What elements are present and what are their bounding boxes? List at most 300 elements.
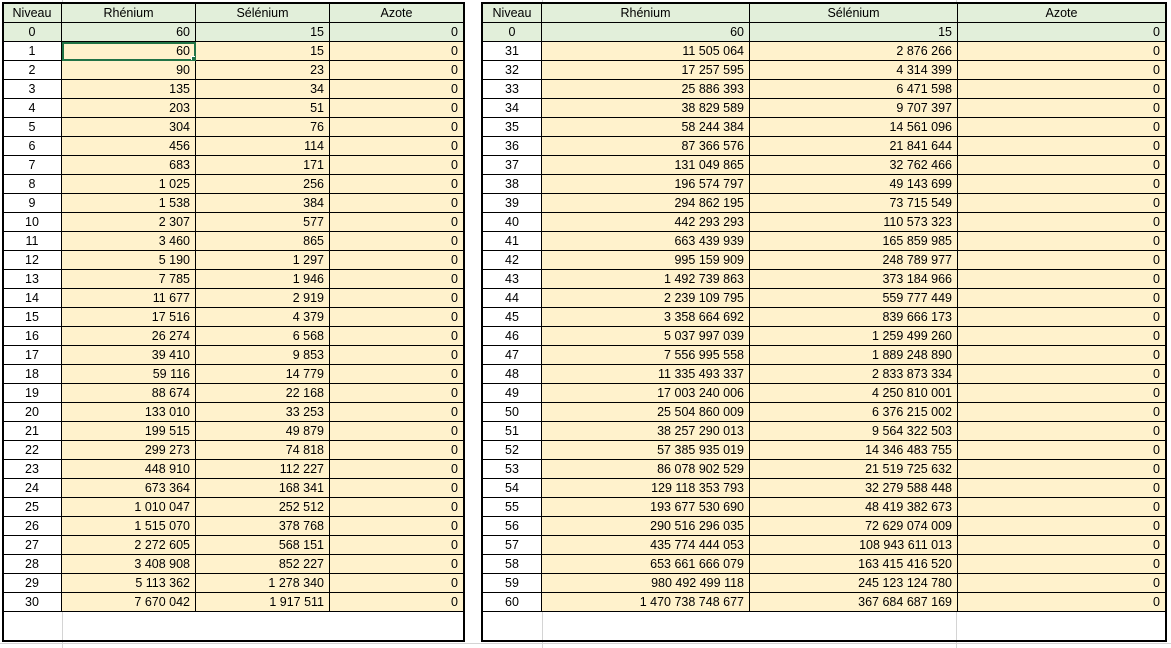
selenium-cell[interactable]: 112 227	[196, 460, 330, 479]
azote-cell[interactable]: 0	[330, 555, 464, 574]
niveau-cell[interactable]: 32	[483, 61, 542, 80]
niveau-cell[interactable]: 15	[3, 308, 62, 327]
selenium-cell[interactable]: 6 376 215 002	[750, 403, 958, 422]
rhenium-cell[interactable]: 11 677	[62, 289, 196, 308]
table-row	[3, 99, 464, 118]
rhenium-cell[interactable]: 663 439 939	[542, 232, 750, 251]
azote-cell[interactable]: 0	[330, 175, 464, 194]
niveau-cell[interactable]: 44	[483, 289, 542, 308]
azote-cell[interactable]: 0	[958, 422, 1166, 441]
selenium-cell[interactable]: 865	[196, 232, 330, 251]
table-row	[3, 460, 464, 479]
selenium-cell[interactable]: 48 419 382 673	[750, 498, 958, 517]
niveau-cell[interactable]: 38	[483, 175, 542, 194]
selenium-cell[interactable]: 1 259 499 260	[750, 327, 958, 346]
table-row	[483, 289, 1166, 308]
selenium-cell[interactable]: 1 917 511	[196, 593, 330, 612]
selected-cell[interactable]: 60	[62, 42, 196, 61]
selenium-cell[interactable]: 49 879	[196, 422, 330, 441]
table-row	[483, 479, 1166, 498]
selenium-cell[interactable]: 839 666 173	[750, 308, 958, 327]
selenium-cell[interactable]: 14 779	[196, 365, 330, 384]
table-row	[3, 327, 464, 346]
niveau-cell[interactable]: 47	[483, 346, 542, 365]
table-row	[3, 156, 464, 175]
selenium-cell[interactable]: 9 564 322 503	[750, 422, 958, 441]
rhenium-cell[interactable]: 196 574 797	[542, 175, 750, 194]
selenium-cell[interactable]: 73 715 549	[750, 194, 958, 213]
azote-cell[interactable]: 0	[958, 593, 1166, 612]
niveau-cell[interactable]: 45	[483, 308, 542, 327]
azote-cell[interactable]: 0	[330, 156, 464, 175]
azote-cell[interactable]: 0	[958, 479, 1166, 498]
rhenium-cell[interactable]: 5 190	[62, 251, 196, 270]
rhenium-cell[interactable]: 7 785	[62, 270, 196, 289]
table-row	[483, 346, 1166, 365]
selenium-cell[interactable]: 49 143 699	[750, 175, 958, 194]
rhenium-cell[interactable]: 25 504 860 009	[542, 403, 750, 422]
niveau-cell[interactable]: 43	[483, 270, 542, 289]
azote-cell[interactable]: 0	[330, 80, 464, 99]
selenium-cell[interactable]: 378 768	[196, 517, 330, 536]
fill-handle[interactable]	[191, 56, 196, 61]
table-row	[3, 61, 464, 80]
rhenium-cell[interactable]: 3 460	[62, 232, 196, 251]
selenium-cell[interactable]: 15	[196, 23, 330, 42]
niveau-cell[interactable]: 24	[3, 479, 62, 498]
right-table	[482, 3, 1166, 612]
niveau-cell[interactable]: 31	[483, 42, 542, 61]
niveau-cell[interactable]: 23	[3, 460, 62, 479]
selenium-cell[interactable]: 2 833 873 334	[750, 365, 958, 384]
rhenium-cell[interactable]: 3 408 908	[62, 555, 196, 574]
niveau-cell[interactable]: 0	[483, 23, 542, 42]
azote-cell[interactable]: 0	[330, 593, 464, 612]
selenium-cell[interactable]: 163 415 416 520	[750, 555, 958, 574]
selenium-cell[interactable]: 4 379	[196, 308, 330, 327]
selenium-cell[interactable]: 245 123 124 780	[750, 574, 958, 593]
table-row	[483, 23, 1166, 42]
azote-cell[interactable]: 0	[958, 156, 1166, 175]
azote-cell[interactable]: 0	[330, 308, 464, 327]
header-azote[interactable]: Azote	[330, 4, 464, 23]
azote-cell[interactable]: 0	[330, 232, 464, 251]
selenium-cell[interactable]: 559 777 449	[750, 289, 958, 308]
rhenium-cell[interactable]: 5 037 997 039	[542, 327, 750, 346]
header-niveau[interactable]: Niveau	[483, 4, 542, 23]
azote-cell[interactable]: 0	[958, 23, 1166, 42]
table-row	[3, 441, 464, 460]
niveau-cell[interactable]: 11	[3, 232, 62, 251]
selenium-cell[interactable]: 1 946	[196, 270, 330, 289]
niveau-cell[interactable]: 29	[3, 574, 62, 593]
header-selenium[interactable]: Sélénium	[750, 4, 958, 23]
rhenium-cell[interactable]: 653 661 666 079	[542, 555, 750, 574]
table-row	[3, 289, 464, 308]
niveau-cell[interactable]: 21	[3, 422, 62, 441]
niveau-cell[interactable]: 20	[3, 403, 62, 422]
azote-cell[interactable]: 0	[330, 403, 464, 422]
header-azote[interactable]: Azote	[958, 4, 1166, 23]
niveau-cell[interactable]: 12	[3, 251, 62, 270]
rhenium-cell[interactable]: 199 515	[62, 422, 196, 441]
niveau-cell[interactable]: 10	[3, 213, 62, 232]
azote-cell[interactable]: 0	[958, 365, 1166, 384]
rhenium-cell[interactable]: 59 116	[62, 365, 196, 384]
azote-cell[interactable]: 0	[958, 42, 1166, 61]
azote-cell[interactable]: 0	[330, 251, 464, 270]
selenium-cell[interactable]: 171	[196, 156, 330, 175]
header-rhenium[interactable]: Rhénium	[62, 4, 196, 23]
niveau-cell[interactable]: 56	[483, 517, 542, 536]
selenium-cell[interactable]: 34	[196, 80, 330, 99]
rhenium-cell[interactable]: 203	[62, 99, 196, 118]
niveau-cell[interactable]: 17	[3, 346, 62, 365]
selenium-cell[interactable]: 114	[196, 137, 330, 156]
azote-cell[interactable]: 0	[958, 213, 1166, 232]
selenium-cell[interactable]: 9 853	[196, 346, 330, 365]
rhenium-cell[interactable]: 1 515 070	[62, 517, 196, 536]
niveau-cell[interactable]: 6	[3, 137, 62, 156]
table-row	[3, 536, 464, 555]
niveau-cell[interactable]: 22	[3, 441, 62, 460]
selenium-cell[interactable]: 74 818	[196, 441, 330, 460]
azote-cell[interactable]: 0	[958, 137, 1166, 156]
azote-cell[interactable]: 0	[330, 99, 464, 118]
niveau-cell[interactable]: 53	[483, 460, 542, 479]
azote-cell[interactable]: 0	[958, 460, 1166, 479]
rhenium-cell[interactable]: 995 159 909	[542, 251, 750, 270]
header-row	[3, 4, 464, 23]
niveau-cell[interactable]: 3	[3, 80, 62, 99]
azote-cell[interactable]: 0	[958, 403, 1166, 422]
niveau-cell[interactable]: 0	[3, 23, 62, 42]
azote-cell[interactable]: 0	[958, 308, 1166, 327]
niveau-cell[interactable]: 14	[3, 289, 62, 308]
selenium-cell[interactable]: 14 346 483 755	[750, 441, 958, 460]
right-table-body	[483, 23, 1166, 612]
rhenium-cell[interactable]: 456	[62, 137, 196, 156]
azote-cell[interactable]: 0	[330, 460, 464, 479]
selenium-cell[interactable]: 21 519 725 632	[750, 460, 958, 479]
selenium-cell[interactable]: 15	[196, 42, 330, 61]
table-row	[3, 365, 464, 384]
rhenium-cell[interactable]: 17 257 595	[542, 61, 750, 80]
table-row	[483, 213, 1166, 232]
rhenium-cell[interactable]: 294 862 195	[542, 194, 750, 213]
table-row	[3, 232, 464, 251]
azote-cell[interactable]: 0	[330, 137, 464, 156]
rhenium-cell[interactable]: 58 244 384	[542, 118, 750, 137]
selenium-cell[interactable]: 22 168	[196, 384, 330, 403]
rhenium-cell[interactable]: 673 364	[62, 479, 196, 498]
niveau-cell[interactable]: 7	[3, 156, 62, 175]
azote-cell[interactable]: 0	[330, 42, 464, 61]
table-row	[3, 498, 464, 517]
niveau-cell[interactable]: 60	[483, 593, 542, 612]
table-row	[3, 403, 464, 422]
niveau-cell[interactable]: 42	[483, 251, 542, 270]
rhenium-cell[interactable]: 129 118 353 793	[542, 479, 750, 498]
azote-cell[interactable]: 0	[958, 441, 1166, 460]
niveau-cell[interactable]: 2	[3, 61, 62, 80]
niveau-cell[interactable]: 30	[3, 593, 62, 612]
azote-cell[interactable]: 0	[958, 574, 1166, 593]
selenium-cell[interactable]: 72 629 074 009	[750, 517, 958, 536]
table-row	[3, 42, 464, 61]
niveau-cell[interactable]: 55	[483, 498, 542, 517]
niveau-cell[interactable]: 58	[483, 555, 542, 574]
header-selenium[interactable]: Sélénium	[196, 4, 330, 23]
rhenium-cell[interactable]: 290 516 296 035	[542, 517, 750, 536]
rhenium-cell[interactable]: 442 293 293	[542, 213, 750, 232]
table-row	[3, 593, 464, 612]
table-row	[483, 498, 1166, 517]
selenium-cell[interactable]: 568 151	[196, 536, 330, 555]
rhenium-cell[interactable]: 87 366 576	[542, 137, 750, 156]
azote-cell[interactable]: 0	[330, 23, 464, 42]
rhenium-cell[interactable]: 17 516	[62, 308, 196, 327]
table-row	[483, 232, 1166, 251]
selenium-cell[interactable]: 32 762 466	[750, 156, 958, 175]
selenium-cell[interactable]: 9 707 397	[750, 99, 958, 118]
rhenium-cell[interactable]: 7 556 995 558	[542, 346, 750, 365]
azote-cell[interactable]: 0	[330, 327, 464, 346]
table-row	[483, 422, 1166, 441]
niveau-cell[interactable]: 36	[483, 137, 542, 156]
left-table	[2, 3, 464, 612]
azote-cell[interactable]: 0	[330, 479, 464, 498]
azote-cell[interactable]: 0	[958, 289, 1166, 308]
table-row	[3, 213, 464, 232]
selenium-cell[interactable]: 2 876 266	[750, 42, 958, 61]
selenium-cell[interactable]: 6 568	[196, 327, 330, 346]
rhenium-cell[interactable]: 86 078 902 529	[542, 460, 750, 479]
rhenium-cell[interactable]: 2 307	[62, 213, 196, 232]
rhenium-cell[interactable]: 90	[62, 61, 196, 80]
rhenium-cell[interactable]: 60	[542, 23, 750, 42]
niveau-cell[interactable]: 57	[483, 536, 542, 555]
rhenium-cell[interactable]: 1 492 739 863	[542, 270, 750, 289]
selenium-cell[interactable]: 367 684 687 169	[750, 593, 958, 612]
selenium-cell[interactable]: 2 919	[196, 289, 330, 308]
niveau-cell[interactable]: 46	[483, 327, 542, 346]
selenium-cell[interactable]: 51	[196, 99, 330, 118]
table-row	[483, 42, 1166, 61]
selenium-cell[interactable]: 165 859 985	[750, 232, 958, 251]
azote-cell[interactable]: 0	[958, 517, 1166, 536]
rhenium-cell[interactable]: 60	[62, 23, 196, 42]
azote-cell[interactable]: 0	[958, 232, 1166, 251]
azote-cell[interactable]: 0	[330, 346, 464, 365]
niveau-cell[interactable]: 34	[483, 99, 542, 118]
rhenium-cell[interactable]: 2 272 605	[62, 536, 196, 555]
azote-cell[interactable]: 0	[330, 536, 464, 555]
table-row	[3, 422, 464, 441]
selenium-cell[interactable]: 256	[196, 175, 330, 194]
selenium-cell[interactable]: 168 341	[196, 479, 330, 498]
niveau-cell[interactable]: 28	[3, 555, 62, 574]
azote-cell[interactable]: 0	[330, 270, 464, 289]
niveau-cell[interactable]: 19	[3, 384, 62, 403]
selenium-cell[interactable]: 373 184 966	[750, 270, 958, 289]
selenium-cell[interactable]: 852 227	[196, 555, 330, 574]
table-row	[3, 384, 464, 403]
rhenium-cell[interactable]: 435 774 444 053	[542, 536, 750, 555]
rhenium-cell[interactable]: 1 025	[62, 175, 196, 194]
table-row	[3, 251, 464, 270]
rhenium-cell[interactable]: 88 674	[62, 384, 196, 403]
selenium-cell[interactable]: 1 278 340	[196, 574, 330, 593]
azote-cell[interactable]: 0	[330, 441, 464, 460]
selenium-cell[interactable]: 384	[196, 194, 330, 213]
azote-cell[interactable]: 0	[958, 384, 1166, 403]
niveau-cell[interactable]: 49	[483, 384, 542, 403]
niveau-cell[interactable]: 52	[483, 441, 542, 460]
rhenium-cell[interactable]: 11 505 064	[542, 42, 750, 61]
azote-cell[interactable]: 0	[330, 498, 464, 517]
rhenium-cell[interactable]: 11 335 493 337	[542, 365, 750, 384]
niveau-cell[interactable]: 5	[3, 118, 62, 137]
selenium-cell[interactable]: 4 250 810 001	[750, 384, 958, 403]
azote-cell[interactable]: 0	[958, 327, 1166, 346]
niveau-cell[interactable]: 33	[483, 80, 542, 99]
selenium-cell[interactable]: 14 561 096	[750, 118, 958, 137]
niveau-cell[interactable]: 16	[3, 327, 62, 346]
niveau-cell[interactable]: 1	[3, 42, 62, 61]
selenium-cell[interactable]: 577	[196, 213, 330, 232]
header-row	[483, 4, 1166, 23]
selenium-cell[interactable]: 1 889 248 890	[750, 346, 958, 365]
selenium-cell[interactable]: 33 253	[196, 403, 330, 422]
azote-cell[interactable]: 0	[330, 365, 464, 384]
header-niveau[interactable]: Niveau	[3, 4, 62, 23]
table-row	[483, 574, 1166, 593]
niveau-cell[interactable]: 59	[483, 574, 542, 593]
niveau-cell[interactable]: 50	[483, 403, 542, 422]
selenium-cell[interactable]: 1 297	[196, 251, 330, 270]
rhenium-cell[interactable]: 38 257 290 013	[542, 422, 750, 441]
selenium-cell[interactable]: 32 279 588 448	[750, 479, 958, 498]
niveau-cell[interactable]: 26	[3, 517, 62, 536]
azote-cell[interactable]: 0	[958, 270, 1166, 289]
azote-cell[interactable]: 0	[958, 346, 1166, 365]
selenium-cell[interactable]: 21 841 644	[750, 137, 958, 156]
azote-cell[interactable]: 0	[958, 99, 1166, 118]
rhenium-cell[interactable]: 299 273	[62, 441, 196, 460]
niveau-cell[interactable]: 4	[3, 99, 62, 118]
azote-cell[interactable]: 0	[958, 175, 1166, 194]
selenium-cell[interactable]: 108 943 611 013	[750, 536, 958, 555]
niveau-cell[interactable]: 39	[483, 194, 542, 213]
niveau-cell[interactable]: 48	[483, 365, 542, 384]
azote-cell[interactable]: 0	[330, 384, 464, 403]
table-row	[483, 384, 1166, 403]
selenium-cell[interactable]: 15	[750, 23, 958, 42]
azote-cell[interactable]: 0	[958, 251, 1166, 270]
table-row	[483, 270, 1166, 289]
rhenium-cell[interactable]: 135	[62, 80, 196, 99]
rhenium-cell[interactable]: 1 470 738 748 677	[542, 593, 750, 612]
niveau-cell[interactable]: 41	[483, 232, 542, 251]
table-row	[483, 194, 1166, 213]
rhenium-cell[interactable]: 5 113 362	[62, 574, 196, 593]
table-row	[3, 555, 464, 574]
rhenium-cell[interactable]: 980 492 499 118	[542, 574, 750, 593]
table-row	[483, 251, 1166, 270]
table-row	[483, 137, 1166, 156]
rhenium-cell[interactable]: 38 829 589	[542, 99, 750, 118]
azote-cell[interactable]: 0	[330, 61, 464, 80]
selenium-cell[interactable]: 248 789 977	[750, 251, 958, 270]
azote-cell[interactable]: 0	[958, 536, 1166, 555]
azote-cell[interactable]: 0	[330, 118, 464, 137]
niveau-cell[interactable]: 37	[483, 156, 542, 175]
azote-cell[interactable]: 0	[330, 517, 464, 536]
table-row	[483, 460, 1166, 479]
rhenium-cell[interactable]: 133 010	[62, 403, 196, 422]
azote-cell[interactable]: 0	[330, 289, 464, 308]
header-rhenium[interactable]: Rhénium	[542, 4, 750, 23]
rhenium-cell[interactable]: 57 385 935 019	[542, 441, 750, 460]
niveau-cell[interactable]: 51	[483, 422, 542, 441]
niveau-cell[interactable]: 8	[3, 175, 62, 194]
niveau-cell[interactable]: 13	[3, 270, 62, 289]
table-row	[3, 194, 464, 213]
rhenium-cell[interactable]: 1 010 047	[62, 498, 196, 517]
azote-cell[interactable]: 0	[958, 498, 1166, 517]
azote-cell[interactable]: 0	[330, 194, 464, 213]
rhenium-cell[interactable]: 193 677 530 690	[542, 498, 750, 517]
rhenium-cell[interactable]: 26 274	[62, 327, 196, 346]
azote-cell[interactable]: 0	[330, 213, 464, 232]
selenium-cell[interactable]: 6 471 598	[750, 80, 958, 99]
table-row	[483, 327, 1166, 346]
rhenium-cell[interactable]: 304	[62, 118, 196, 137]
niveau-cell[interactable]: 54	[483, 479, 542, 498]
selenium-cell[interactable]: 252 512	[196, 498, 330, 517]
niveau-cell[interactable]: 40	[483, 213, 542, 232]
rhenium-cell[interactable]: 25 886 393	[542, 80, 750, 99]
azote-cell[interactable]: 0	[330, 574, 464, 593]
niveau-cell[interactable]: 9	[3, 194, 62, 213]
rhenium-cell[interactable]: 2 239 109 795	[542, 289, 750, 308]
selenium-cell[interactable]: 23	[196, 61, 330, 80]
table-row	[483, 441, 1166, 460]
selenium-cell[interactable]: 4 314 399	[750, 61, 958, 80]
azote-cell[interactable]: 0	[958, 118, 1166, 137]
rhenium-cell[interactable]: 7 670 042	[62, 593, 196, 612]
azote-cell[interactable]: 0	[958, 61, 1166, 80]
niveau-cell[interactable]: 18	[3, 365, 62, 384]
niveau-cell[interactable]: 27	[3, 536, 62, 555]
niveau-cell[interactable]: 35	[483, 118, 542, 137]
rhenium-cell[interactable]: 448 910	[62, 460, 196, 479]
azote-cell[interactable]: 0	[958, 194, 1166, 213]
rhenium-cell[interactable]: 39 410	[62, 346, 196, 365]
rhenium-cell[interactable]: 3 358 664 692	[542, 308, 750, 327]
azote-cell[interactable]: 0	[330, 422, 464, 441]
azote-cell[interactable]: 0	[958, 555, 1166, 574]
rhenium-cell[interactable]: 131 049 865	[542, 156, 750, 175]
rhenium-cell[interactable]: 683	[62, 156, 196, 175]
rhenium-cell[interactable]: 1 538	[62, 194, 196, 213]
selenium-cell[interactable]: 110 573 323	[750, 213, 958, 232]
selenium-cell[interactable]: 76	[196, 118, 330, 137]
niveau-cell[interactable]: 25	[3, 498, 62, 517]
rhenium-cell[interactable]: 17 003 240 006	[542, 384, 750, 403]
azote-cell[interactable]: 0	[958, 80, 1166, 99]
